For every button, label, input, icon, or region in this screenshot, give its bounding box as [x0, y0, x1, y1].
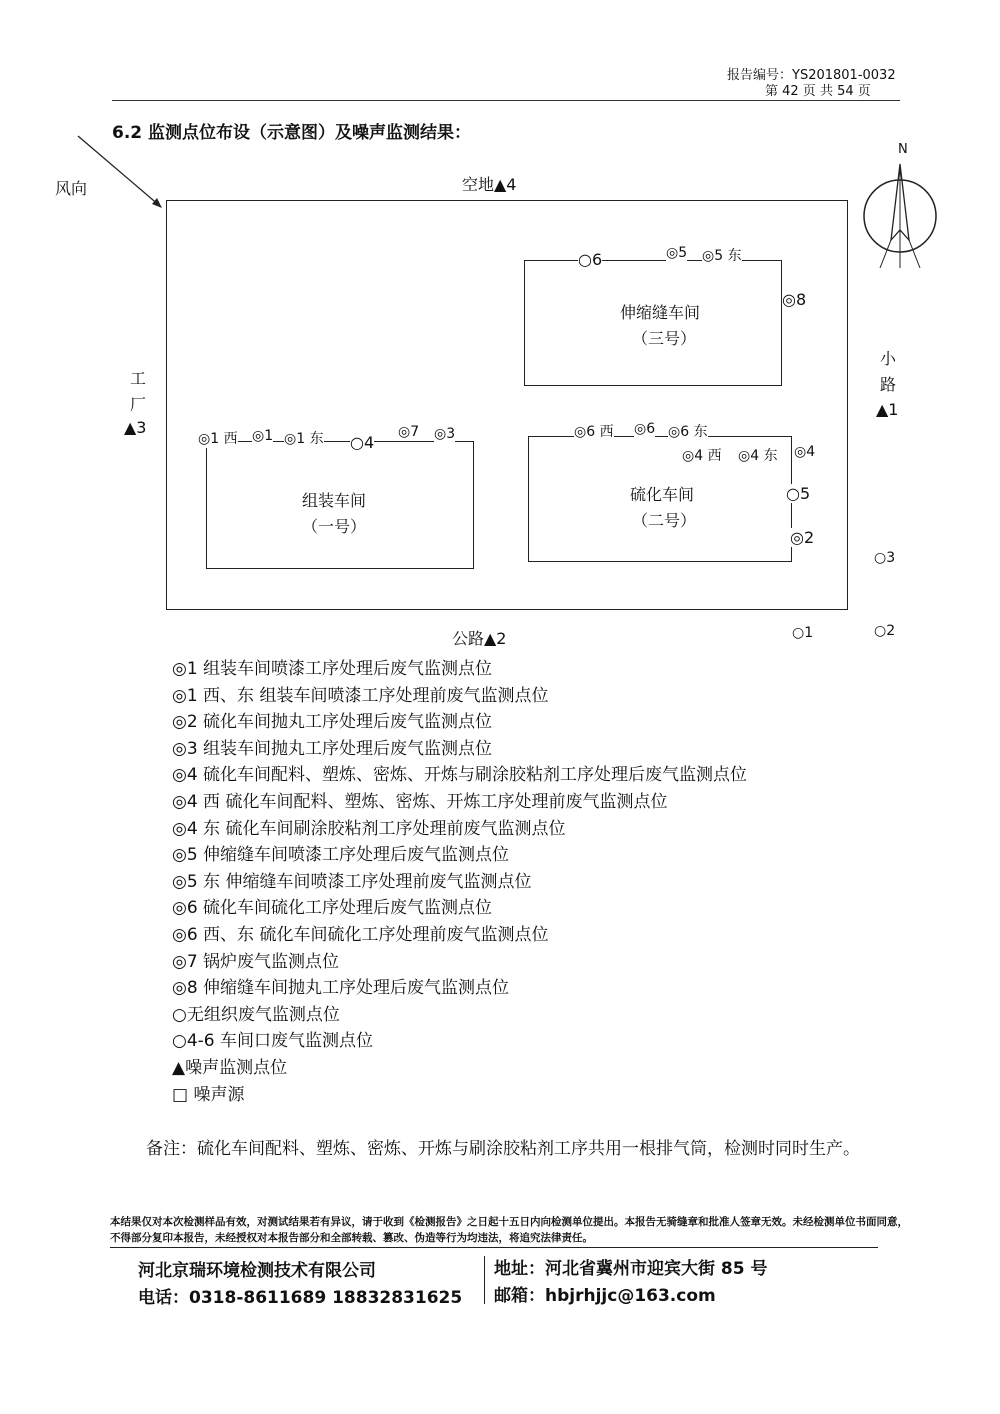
point-6-west: ◎6 西 [574, 421, 614, 441]
workshop-3 [524, 260, 782, 386]
legend-item: ◎6 硫化车间硫化工序处理后废气监测点位 [172, 898, 493, 919]
wind-arrow-icon [70, 130, 170, 215]
label-factory-1: 工 [130, 369, 147, 388]
label-road-1: 小 [880, 349, 897, 368]
point-1: ◎1 [252, 428, 274, 444]
footer-rule [110, 1247, 878, 1248]
legend-item: ◎4 硫化车间配料、塑炼、密炼、开炼与刷涂胶粘剂工序处理后废气监测点位 [172, 765, 748, 786]
label-vacant-land: 空地▲4 [462, 175, 517, 194]
workshop-2-name: 硫化车间 [630, 485, 695, 504]
legend-item: □ 噪声源 [172, 1084, 245, 1105]
legend-item: ◎4 西 硫化车间配料、塑炼、密炼、开炼工序处理前废气监测点位 [172, 791, 668, 812]
company-email: 邮箱：hbjrhjjc@163.com [494, 1286, 716, 1306]
legend-item: ◎5 东 伸缩缝车间喷漆工序处理前废气监测点位 [172, 871, 532, 892]
label-highway: 公路▲2 [452, 629, 507, 648]
workshop-1-name: 组装车间 [302, 491, 367, 510]
legend-item: ◎4 东 硫化车间刷涂胶粘剂工序处理前废气监测点位 [172, 818, 566, 839]
workshop-3-sub: （三号） [632, 329, 697, 348]
footer-divider [484, 1256, 485, 1304]
company-address: 地址：河北省冀州市迎宾大街 85 号 [494, 1259, 768, 1279]
point-3: ◎3 [434, 426, 456, 442]
point-8: ◎8 [782, 290, 807, 309]
legend-item: ▲噪声监测点位 [172, 1057, 288, 1078]
label-road-2: 路 [880, 375, 897, 394]
wind-label: 风向 [55, 179, 88, 198]
remark [110, 1134, 900, 1164]
header-rule [112, 100, 900, 101]
section-title: 6.2 监测点位布设（示意图）及噪声监测结果： [112, 123, 472, 143]
point-4-east: ◎4 东 [738, 445, 778, 465]
point-2: ◎2 [790, 528, 815, 547]
point-o6: ○6 [578, 250, 603, 269]
point-4: ◎4 [794, 444, 816, 460]
workshop-2-sub: （二号） [632, 511, 697, 530]
company-phone: 电话：0318-8611689 18832831625 [138, 1288, 463, 1308]
legend-item: ◎1 西、东 组装车间喷漆工序处理前废气监测点位 [172, 685, 549, 706]
workshop-3-name: 伸缩缝车间 [620, 303, 701, 322]
disclaimer: 本结果仅对本次检测样品有效，对测试结果若有异议，请于收到《检测报告》之日起十五日内向检测单位提出。本报告无骑缝章和批准人签章无效。未经检测单位书面同意，不得部分复印本报告，未经授权对本报告部分和全部转载、篡改、伪造等行为均违法，将追究法律责任。 [110, 1216, 908, 1244]
point-5-east: ◎5 东 [702, 245, 742, 265]
point-1-west: ◎1 西 [198, 428, 238, 448]
point-o3: ○3 [874, 550, 896, 566]
label-factory-2: 厂 [130, 395, 147, 414]
point-6: ◎6 [634, 421, 656, 437]
legend-item: ○4-6 车间口废气监测点位 [172, 1031, 374, 1052]
point-7: ◎7 [398, 424, 420, 440]
legend-item: ◎5 伸缩缝车间喷漆工序处理后废气监测点位 [172, 845, 510, 866]
point-o5: ○5 [786, 484, 811, 503]
point-5: ◎5 [666, 245, 688, 261]
point-4-west: ◎4 西 [682, 445, 722, 465]
point-1-east: ◎1 东 [284, 428, 324, 448]
point-o4: ○4 [350, 433, 375, 452]
legend-item: ◎3 组装车间抛丸工序处理后废气监测点位 [172, 738, 493, 759]
page-number: 第 42 页 共 54 页 [765, 84, 871, 99]
north-label: N [898, 142, 908, 157]
company-name: 河北京瑞环境检测技术有限公司 [138, 1261, 376, 1281]
point-o1: ○1 [792, 625, 814, 641]
legend [172, 656, 747, 1108]
point-o2: ○2 [874, 623, 896, 639]
legend-item: ◎8 伸缩缝车间抛丸工序处理后废气监测点位 [172, 978, 510, 999]
legend-item: ◎1 组装车间喷漆工序处理后废气监测点位 [172, 659, 493, 679]
workshop-1-sub: （一号） [302, 517, 367, 536]
label-noise-1: ▲1 [876, 400, 899, 419]
legend-item: ○无组织废气监测点位 [172, 1004, 340, 1025]
legend-item: ◎2 硫化车间抛丸工序处理后废气监测点位 [172, 712, 493, 733]
label-noise-3: ▲3 [124, 418, 147, 437]
legend-item: ◎6 西、东 硫化车间硫化工序处理前废气监测点位 [172, 924, 549, 945]
point-6-east: ◎6 东 [668, 421, 708, 441]
compass-icon [858, 160, 942, 272]
remark-text: 备注：硫化车间配料、塑炼、密炼、开炼与刷涂胶粘剂工序共用一根排气筒，检测时同时生产。 [146, 1139, 860, 1159]
report-number: 报告编号：YS201801-0032 [727, 68, 896, 83]
legend-item: ◎7 锅炉废气监测点位 [172, 951, 340, 972]
